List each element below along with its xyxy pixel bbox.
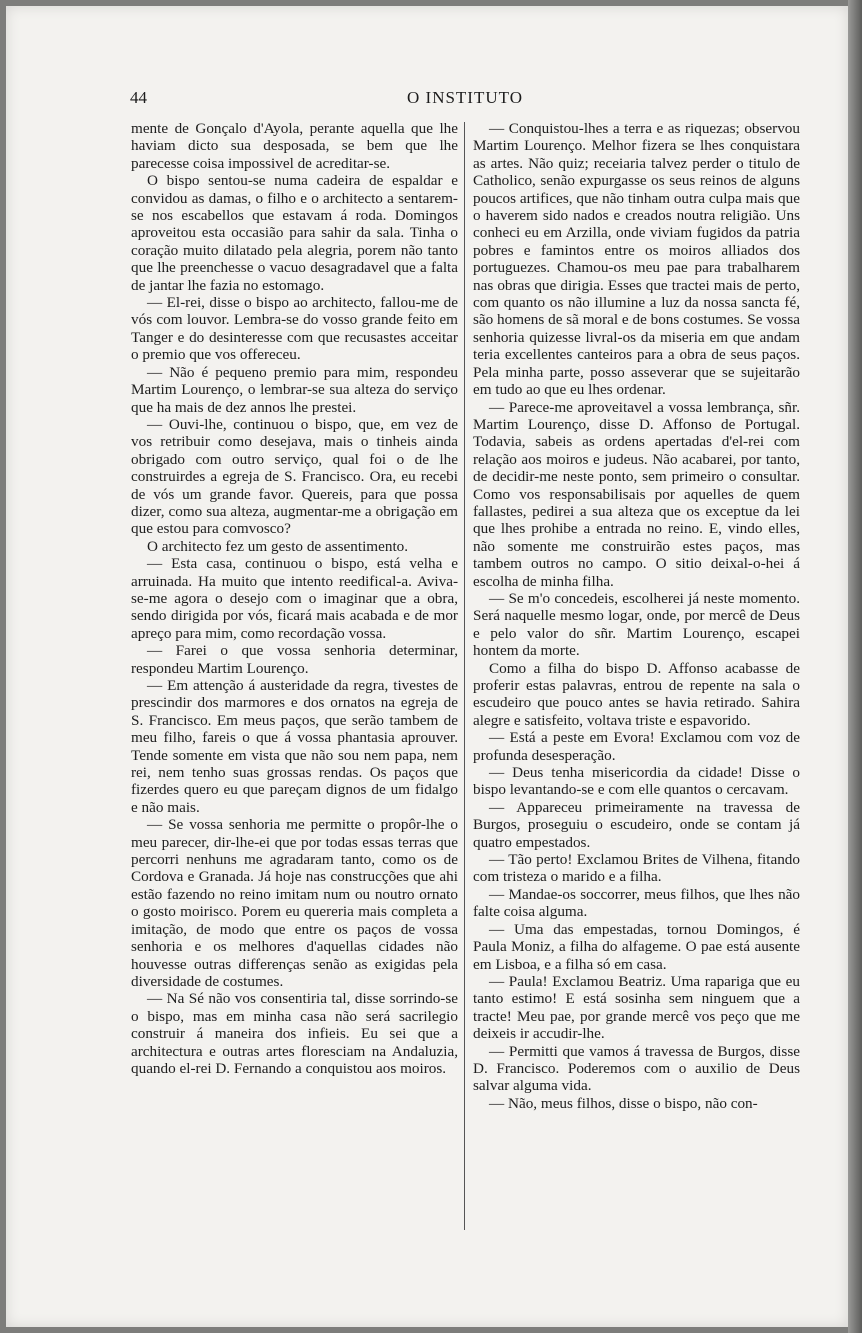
paragraph: mente de Gonçalo d'Ayola, perante aquella que lhe haviam dicto sua desposada, se bem que lhe parecesse coisa impossivel de acreditar-se. (131, 120, 458, 172)
paragraph: — El-rei, disse o bispo ao architecto, fallou-me de vós com louvor. Lembra-se do vosso grande feito em Tanger e do desinteresse com que recusastes acceitar o premio que vos offereceu. (131, 294, 458, 364)
paragraph: — Farei o que vossa senhoria determinar, respondeu Martim Lourenço. (131, 642, 458, 677)
column-divider (464, 122, 465, 1230)
paragraph: O bispo sentou-se numa cadeira de espaldar e convidou as damas, o filho e o architecto a sentarem-se nos escabellos que estavam á roda. Domingos aproveitou esta occasião para sahir da sala. Tinha o coração muito dilatado pela alegria, porem não tanto que lhe preenchesse o vacuo desagradavel que a falta de jantar lhe fazia no estomago. (131, 172, 458, 294)
paragraph: — Permitti que vamos á travessa de Burgos, disse D. Francisco. Poderemos com o auxilio de Deus salvar alguma vida. (473, 1042, 800, 1095)
paragraph: — Appareceu primeiramente na travessa de Burgos, proseguiu o escudeiro, onde se contam já quatro empestados. (473, 798, 800, 851)
paragraph: — Conquistou-lhes a terra e as riquezas; observou Martim Lourenço. Melhor fizera se lhes conquistara as artes. Não quiz; receiaria talvez perder o titulo de Catholico, senão expurgasse os seus reinos de alguns poucos artifices, que não tinham outra culpa mais que o haverem sido nados e creados noutra religião. Uns conheci eu em Arzilla, onde viviam fugidos da patria pobres e famintos entre os moiros alliados dos portuguezes. Chamou-os meu pae para trabalharem nas obras que dirigia. Esses que tractei mais de perto, com quanto os não illumine a luz da nossa sancta fé, são homens de sã moral e de bons costumes. Se vossa senhoria quizesse livral-os da miseria em que andam teria excellentes canteiros para a obra de seus paços. Pela minha parte, posso asseverar que se sujeitarão em tudo ao que eu lhes ordenar. (473, 120, 800, 399)
text-column-right (473, 120, 800, 1230)
paragraph: — Uma das empestadas, tornou Domingos, é Paula Moniz, a filha do alfageme. O pae está ausente em Lisboa, e a filha só em casa. (473, 920, 800, 973)
paragraph: — Parece-me aproveitavel a vossa lembrança, sñr. Martim Lourenço, disse D. Affonso de Portugal. Todavia, sabeis as ordens apertadas d'el-rei com relação aos moiros e judeus. Não acabarei, por tanto, de decidir-me neste ponto, sem primeiro o consultar. Como vos responsabilisais por aquelles de quem fallastes, pedirei a sua alteza que os exceptue da lei que lhes prohibe a entrada no reino. E, vindo elles, não somente me construirão estes paços, mas tambem outros no campo. O sitio deixal-o-hei á escolha de minha filha. (473, 398, 800, 590)
page-header (130, 88, 800, 112)
paragraph: — Em attenção á austeridade da regra, tivestes de prescindir dos marmores e dos ornatos na egreja de S. Francisco. Em meus paços, que serão tambem de meu filho, fareis o que á vossa phantasia aprouver. Tende somente em vista que não sou nem papa, nem rei, nem tenho suas grossas rendas. Os paços que fizerdes quero eu que pareçam dignos de um fidalgo e não mais. (131, 677, 458, 816)
paragraph: — Não, meus filhos, disse o bispo, não con- (489, 1094, 758, 1112)
text-column-left (131, 120, 458, 1230)
paragraph: O architecto fez um gesto de assentimento. (147, 537, 409, 555)
page-number: 44 (130, 88, 147, 107)
running-title: O INSTITUTO (407, 88, 523, 107)
paragraph: — Se vossa senhoria me permitte o propôr-lhe o meu parecer, dir-lhe-ei que por todas essas terras que percorri nenhuns me agradaram tanto, como os de Cordova e Granada. Já hoje nas construcções que ahi estão fazendo no reino imitam num ou noutro ornato o gosto moirisco. Porem eu quereria mais completa a imitação, de modo que entre os paços de vossa senhoria e os melhores d'aquellas cidades não houvesse outras differenças senão as exigidas pela diversidade de costumes. (131, 816, 458, 990)
page-edge-shadow (848, 0, 862, 1333)
paragraph: — Está a peste em Evora! Exclamou com voz de profunda desesperação. (473, 729, 800, 764)
paragraph: — Mandae-os soccorrer, meus filhos, que lhes não falte coisa alguma. (473, 885, 800, 921)
paragraph: Como a filha do bispo D. Affonso acabasse de proferir estas palavras, entrou de repente na sala o escudeiro que pouco antes se havia retirado. Sahira alegre e satisfeito, voltava triste e espavorido. (473, 659, 800, 729)
paragraph: — Deus tenha misericordia da cidade! Disse o bispo levantando-se e com elle quantos o cercavam. (473, 764, 800, 799)
paragraph: — Se m'o concedeis, escolherei já neste momento. Será naquelle mesmo logar, onde, por mercê de Deus e pelo valor do sñr. Martim Lourenço, escapei hontem da morte. (473, 589, 800, 660)
paragraph: — Tão perto! Exclamou Brites de Vilhena, fitando com tristeza o marido e a filha. (473, 851, 800, 886)
paragraph: — Paula! Exclamou Beatriz. Uma rapariga que eu tanto estimo! E está sosinha sem ninguem que a tracte! Meu pae, por grande mercê vos peço que me deixeis ir accudir-lhe. (473, 972, 800, 1043)
paragraph: — Esta casa, continuou o bispo, está velha e arruinada. Ha muito que intento reedifical-a. Aviva-se-me agora o desejo com o imaginar que a obra, sendo dirigida por vós, ficará mais acabada e de mor apreço para mim, como recordação vossa. (131, 555, 458, 642)
paragraph: — Não é pequeno premio para mim, respondeu Martim Lourenço, o lembrar-se sua alteza do serviço que ha mais de dez annos lhe prestei. (131, 363, 458, 416)
paragraph: — Ouvi-lhe, continuou o bispo, que, em vez de vos retribuir como desejava, mais o tinheis ainda obrigado com outro serviço, qual foi o de lhe construirdes a egreja de S. Francisco. Ora, eu recebi de vós um grande favor. Quereis, para que possa dizer, como sua alteza, augmentar-me a obrigação em que estou para comvosco? (131, 415, 458, 538)
paragraph: — Na Sé não vos consentiria tal, disse sorrindo-se o bispo, mas em minha casa não será sacrilegio construir á maneira dos infieis. Eu sei que a architectura e outras artes floresciam na Andaluzia, quando el-rei D. Fernando a conquistou aos moiros. (131, 990, 458, 1077)
